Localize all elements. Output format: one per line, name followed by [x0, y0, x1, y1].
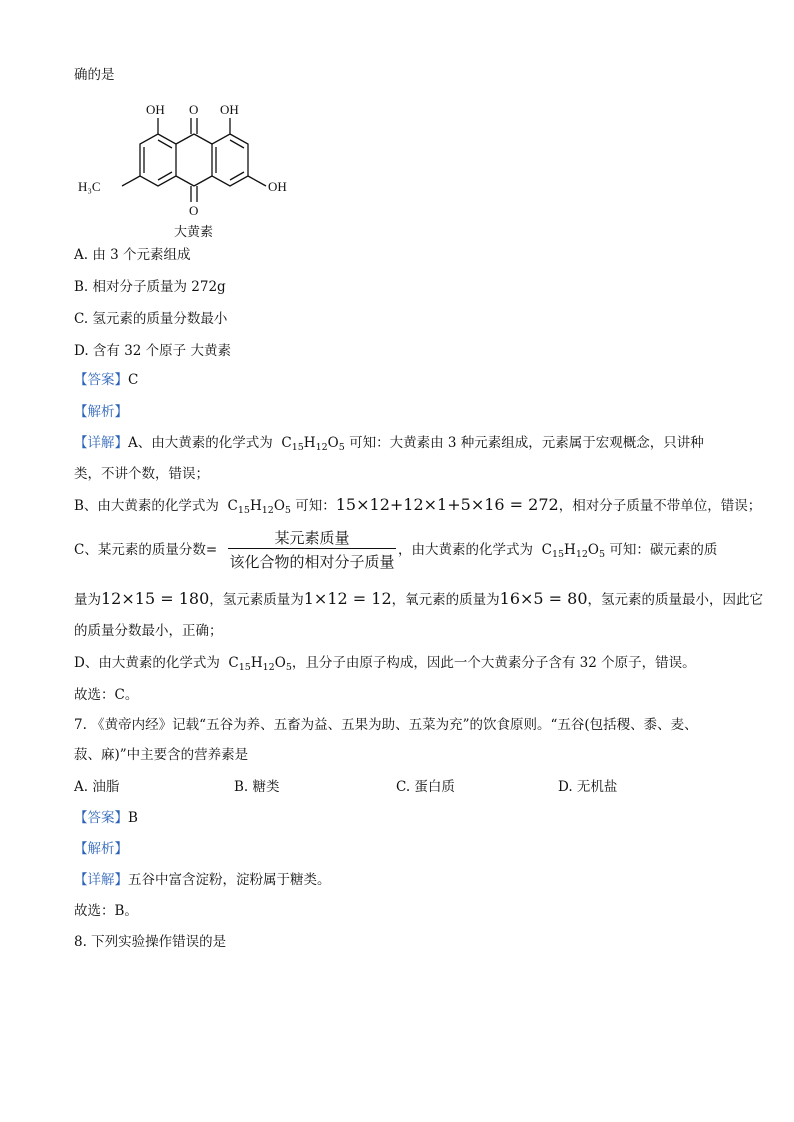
option-d: D. 含有 32 个原子 大黄素 — [74, 343, 231, 359]
figure-caption: 大黄素 — [174, 225, 214, 240]
chemical-formula: $C_{15}H_{12}O_5$ — [227, 498, 291, 516]
carbon-mass-equation: 12×15 = 180 — [101, 589, 210, 608]
answer-line — [74, 371, 138, 389]
fraction-bar — [228, 548, 396, 549]
q7-analysis-tag: 【解析】 — [74, 841, 128, 857]
right-ring — [212, 134, 248, 186]
detail-a-line-1: 【详解】A、由大黄素的化学式为 $C_{15}H_{12}O_5$ 可知：大黄素由 3 种元素组成，元素属于宏观概念，只讲种 — [74, 435, 704, 453]
detail-b-line: B、由大黄素的化学式为 $C_{15}H_{12}O_5$ 可知：15×12+12×1+5×16 = 272，相对分子质量不带单位，错误； — [74, 495, 762, 516]
detail-d-line: D、由大黄素的化学式为 $C_{15}H_{12}O_5$，且分子由原子构成，因此一个大黄素分子含有 32 个原子，错误。 — [74, 655, 696, 673]
q7-option-d: D. 无机盐 — [558, 779, 618, 795]
chemical-formula: $C_{15}H_{12}O_5$ — [228, 655, 292, 673]
q7-conclusion: 故选：B。 — [74, 903, 138, 919]
detail-tag: 【详解】 — [74, 872, 128, 888]
q7-option-b: B. 糖类 — [234, 779, 280, 795]
left-ring — [140, 134, 176, 186]
middle-ring-bottom-left — [176, 176, 194, 186]
detail-c-line-3: 的质量分数最小，正确； — [74, 623, 223, 639]
q7-answer-line — [74, 809, 138, 827]
option-c: C. 氢元素的质量分数最小 — [74, 311, 228, 327]
q7-option-c: C. 蛋白质 — [396, 779, 455, 795]
chemical-formula: $C_{15}H_{12}O_5$ — [281, 435, 345, 453]
oh-label-right: OH — [220, 102, 239, 117]
emodin-structure-diagram — [70, 100, 330, 240]
detail-c-line-1b: ，由大黄素的化学式为 $C_{15}H_{12}O_5$ 可知：碳元素的质 — [398, 542, 718, 560]
q7-stem-line-1: 7. 《黄帝内经》记载“五谷为养、五畜为益、五果为助、五菜为充”的饮食原则。“五谷(包括稷、黍、麦、 — [74, 717, 698, 733]
hydrogen-mass-equation: 1×12 = 12 — [303, 589, 392, 608]
q6-conclusion: 故选：C。 — [74, 687, 139, 703]
methyl-label: H₃C — [78, 179, 101, 194]
ring-oh-bond — [248, 176, 266, 186]
q7-stem-line-2: 菽、麻)”中主要含的营养素是 — [74, 747, 249, 763]
detail-c-line-1a: C、某元素的质量分数= — [74, 542, 218, 558]
answer-tag: 【答案】 — [74, 810, 128, 826]
o-label-bottom: O — [189, 203, 199, 218]
detail-c-line-2: 量为12×15 = 180，氢元素质量为1×12 = 12，氧元素的质量为16×5 = 80，氢元素的质量最小，因此它 — [74, 589, 764, 608]
fraction-numerator: 某元素质量 — [274, 529, 350, 547]
option-a: A. 由 3 个元素组成 — [74, 247, 191, 263]
detail-tag: 【详解】 — [74, 435, 128, 451]
answer-value: C — [128, 372, 139, 388]
middle-ring-top-left — [176, 134, 194, 144]
analysis-tag: 【解析】 — [74, 404, 128, 420]
mass-equation: 15×12+12×1+5×16 = 272 — [335, 495, 559, 514]
chemical-formula: $C_{15}H_{12}O_5$ — [541, 542, 606, 560]
middle-ring-bottom-right — [194, 176, 212, 186]
q8-stem: 8. 下列实验操作错误的是 — [74, 934, 227, 950]
q7-detail-line: 【详解】五谷中富含淀粉，淀粉属于糖类。 — [74, 872, 331, 888]
o-label-top: O — [189, 102, 199, 117]
question-stem-tail: 确的是 — [74, 67, 115, 83]
oxygen-mass-equation: 16×5 = 80 — [499, 589, 588, 608]
fraction-denominator: 该化合物的相对分子质量 — [229, 553, 395, 571]
answer-value: B — [128, 810, 138, 826]
oh-label-left: OH — [146, 102, 165, 117]
q7-option-a: A. 油脂 — [74, 779, 120, 795]
oh-label-ring: OH — [268, 179, 287, 194]
detail-a-line-2: 类，不讲个数，错误； — [74, 466, 209, 482]
middle-ring-top-right — [194, 134, 212, 144]
option-b: B. 相对分子质量为 272g — [74, 279, 226, 295]
answer-tag: 【答案】 — [74, 372, 128, 388]
methyl-bond — [122, 176, 140, 186]
